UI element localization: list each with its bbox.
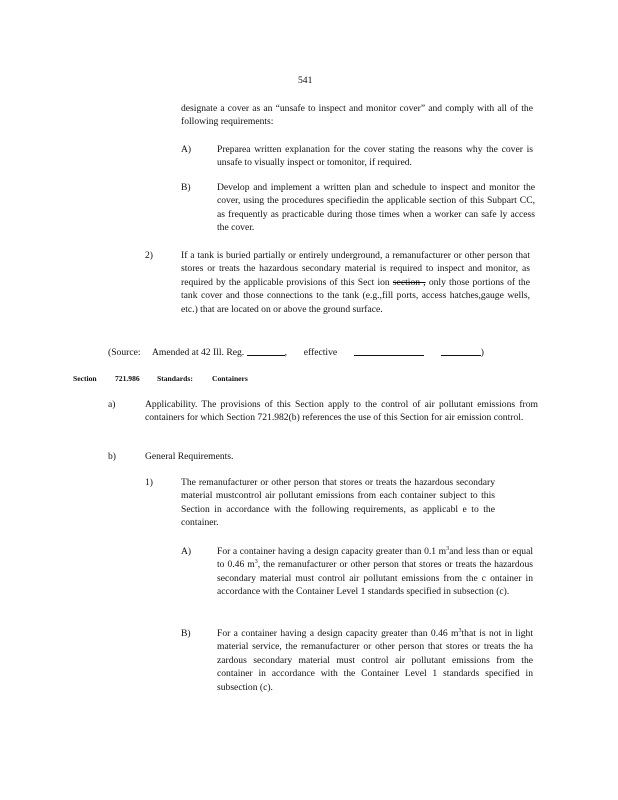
source-line bbox=[108, 345, 528, 359]
reg-blank bbox=[247, 345, 285, 356]
item-a-text: Applicability. The provisions of this Section apply to the control of air pollutant emissions from containers for which Section 721.982(b) references the use of this Section for air emission control. bbox=[145, 399, 538, 424]
b1A-t1: For a container having a design capacity greater than 0.1 m bbox=[217, 546, 447, 557]
b1A-t3: , the remanufacturer or other person that stores or treats the hazardous secondary material must control air pollutant emissions from the c ontainer in accordance with the Container Level 1 standards specified in subsection (c). bbox=[217, 559, 533, 598]
item-2-label: 2) bbox=[145, 250, 153, 261]
b1B-t1: For a container having a design capacity greater than 0.46 m bbox=[217, 628, 459, 639]
b1A-sup2: 3 bbox=[254, 559, 258, 566]
source-prefix: (Source: bbox=[108, 347, 141, 358]
item-b-text: General Requirements. bbox=[145, 451, 234, 462]
b1A-sup1: 3 bbox=[446, 546, 450, 552]
item-b1-label: 1) bbox=[145, 477, 153, 488]
intro-paragraph: designate a cover as an “unsafe to inspect and monitor cover” and comply with all of the following requirements: bbox=[181, 103, 533, 128]
item-B-label: B) bbox=[181, 182, 191, 193]
b1B-sup1: 3 bbox=[458, 628, 462, 634]
item-b-label: b) bbox=[108, 451, 116, 462]
section-number: 721.986 bbox=[115, 374, 140, 383]
date-blank bbox=[354, 345, 424, 356]
item-A-text: Preparea written explanation for the cover stating the reasons why the cover is unsafe to visually inspect or tomonitor, if required. bbox=[217, 144, 533, 169]
item-b1A-label: A) bbox=[181, 546, 192, 557]
item-b1-text: The remanufacturer or other person that stores or treats the hazardous secondary material mustcontrol air pollutant emissions from each container subject to this Section in accordance with the following requirements, as applicabl e to the container. bbox=[181, 477, 495, 529]
b1A-t2: and less than or equal to 0.46 m bbox=[217, 546, 534, 571]
section-label: Section bbox=[73, 374, 97, 383]
item-b1B-text bbox=[217, 627, 533, 694]
b1B-t2: that is not in light material service, the remanufacturer or other person that stores or treats the ha zardous secondary material must control air pollutant emissions from the container in accordance with the Container Level 1 standards specified in subsection (c). bbox=[217, 628, 533, 693]
item-2-text-before: If a tank is buried partially or entirely underground, a remanufacturer or other person that stores or treats the hazardous secondary material is required to inspect and monitor, as required by the applicable provisions of this Sect ion bbox=[181, 250, 530, 288]
item-b1B-label: B) bbox=[181, 628, 191, 639]
source-amended: Amended at 42 Ill. Reg. bbox=[151, 347, 245, 358]
page-number: 541 bbox=[298, 75, 313, 86]
item-2-text-after: only those portions of the tank cover and those connections to the tank (e.g.,fill ports, access hatches,gauge wells, etc.) that are located on or above the ground surface. bbox=[181, 276, 530, 315]
year-blank bbox=[441, 345, 481, 356]
section-title-2: Containers bbox=[212, 374, 248, 383]
source-comma: , bbox=[284, 347, 287, 358]
source-effective: effective bbox=[303, 347, 338, 358]
source-close: ) bbox=[480, 347, 484, 358]
item-A-label: A) bbox=[181, 144, 192, 155]
item-b1A-text bbox=[217, 545, 533, 599]
item-2-text bbox=[181, 249, 530, 316]
struck-text: section , bbox=[392, 276, 426, 288]
item-B-text: Develop and implement a written plan and schedule to inspect and monitor the cover, using the procedures specifiedin the applicable section of this Subpart CC, as frequently as practicable during those times when a worker can safe ly access the cover. bbox=[217, 182, 535, 234]
section-title-1: Standards: bbox=[157, 374, 193, 383]
item-a-label: a) bbox=[108, 399, 116, 410]
